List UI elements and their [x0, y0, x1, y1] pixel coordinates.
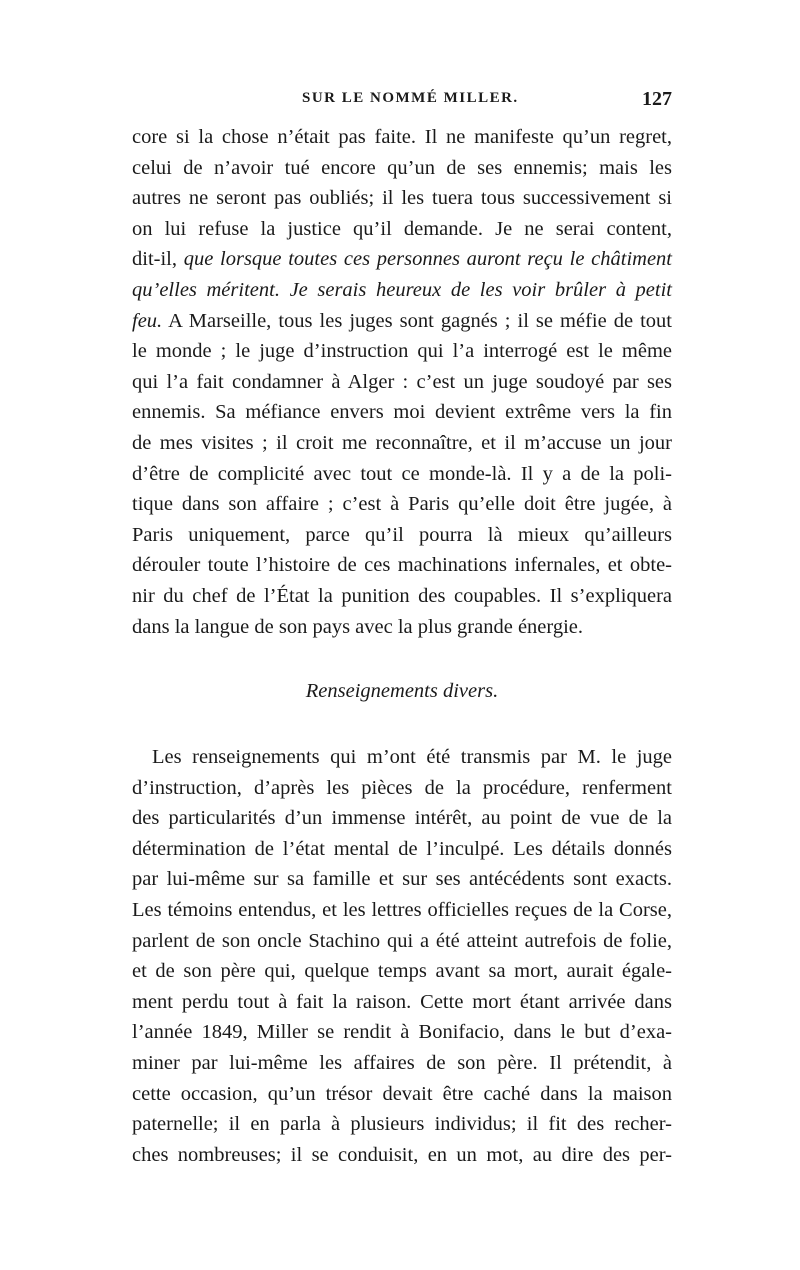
paragraph-2	[132, 742, 672, 1170]
text-line: dérouler toute l’histoire de ces machinations infernales, et obte-	[132, 554, 672, 577]
text-line: Les renseignements qui m’ont été transmis par M. le juge	[152, 746, 672, 769]
text-line: ment perdu tout à fait la raison. Cette mort étant arrivée dans	[132, 990, 672, 1013]
text-line: ennemis. Sa méfiance envers moi devient extrême vers la fin	[132, 401, 672, 424]
text-line: par lui-même sur sa famille et sur ses antécédents sont exacts.	[132, 868, 672, 891]
text-line-mixed	[132, 306, 672, 337]
text-line: d’être de complicité avec tout ce monde-là. Il y a de la poli-	[132, 462, 672, 485]
text-line: nir du chef de l’État la punition des coupables. Il s’expliquera	[132, 584, 672, 607]
text-line: miner par lui-même les affaires de son père. Il prétendit, à	[132, 1052, 672, 1075]
text-line: cette occasion, qu’un trésor devait être caché dans la maison	[132, 1082, 672, 1105]
text-line: qui l’a fait condamner à Alger : c’est un juge soudoyé par ses	[132, 370, 672, 393]
text-line: des particularités d’un immense intérêt, au point de vue de la	[132, 807, 672, 830]
text-line: détermination de l’état mental de l’inculpé. Les détails donnés	[132, 837, 672, 860]
italic-quote: que lorsque toutes ces personnes auront reçu le châtiment	[183, 248, 672, 271]
text-line: l’année 1849, Miller se rendit à Bonifacio, dans le but d’exa-	[132, 1021, 672, 1044]
text-line: Les témoins entendus, et les lettres officielles reçues de la Corse,	[132, 899, 672, 922]
text-line: core si la chose n’était pas faite. Il ne manifeste qu’un regret,	[132, 126, 672, 148]
text-line: et de son père qui, quelque temps avant sa mort, aurait égale-	[132, 960, 672, 983]
paragraph-1	[132, 122, 672, 642]
text-line: tique dans son affaire ; c’est à Paris qu’elle doit être jugée, à	[132, 493, 672, 516]
text-line: Paris uniquement, parce qu’il pourra là mieux qu’ailleurs	[132, 523, 672, 546]
text-line: autres ne seront pas oubliés; il les tuera tous successivement si	[132, 187, 672, 210]
italic-quote: qu’elles méritent. Je serais heureux de les voir brûler à petit	[132, 278, 672, 301]
text-line: de mes visites ; il croit me reconnaître, et il m’accuse un jour	[132, 431, 672, 454]
text-line: on lui refuse la justice qu’il demande. Je ne serai content,	[132, 217, 672, 240]
italic-quote: feu.	[132, 309, 163, 332]
text-line: parlent de son oncle Stachino qui a été atteint autrefois de folie,	[132, 929, 672, 952]
text-line-italic	[132, 275, 672, 306]
text-run: A Marseille, tous les juges sont gagnés ; il se méfie de tout	[162, 309, 672, 332]
text-line: le monde ; le juge d’instruction qui l’a interrogé est le même	[132, 340, 672, 363]
running-head: SUR LE NOMMÉ MILLER.	[302, 90, 519, 106]
page-header	[132, 88, 672, 118]
text-line: ches nombreuses; il se conduisit, en un mot, au dire des per-	[132, 1143, 672, 1166]
text-line: dans la langue de son pays avec la plus grande énergie.	[132, 615, 584, 638]
text-line: celui de n’avoir tué encore qu’un de ses ennemis; mais les	[132, 156, 672, 179]
section-heading: Renseignements divers.	[305, 680, 499, 703]
page-number: 127	[642, 88, 672, 110]
text-line-mixed	[132, 244, 672, 275]
text-run: dit-il,	[132, 248, 184, 271]
text-line: paternelle; il en parla à plusieurs individus; il fit des recher-	[132, 1113, 672, 1136]
text-line: d’instruction, d’après les pièces de la procédure, renferment	[132, 776, 672, 799]
body-text	[132, 122, 672, 1170]
